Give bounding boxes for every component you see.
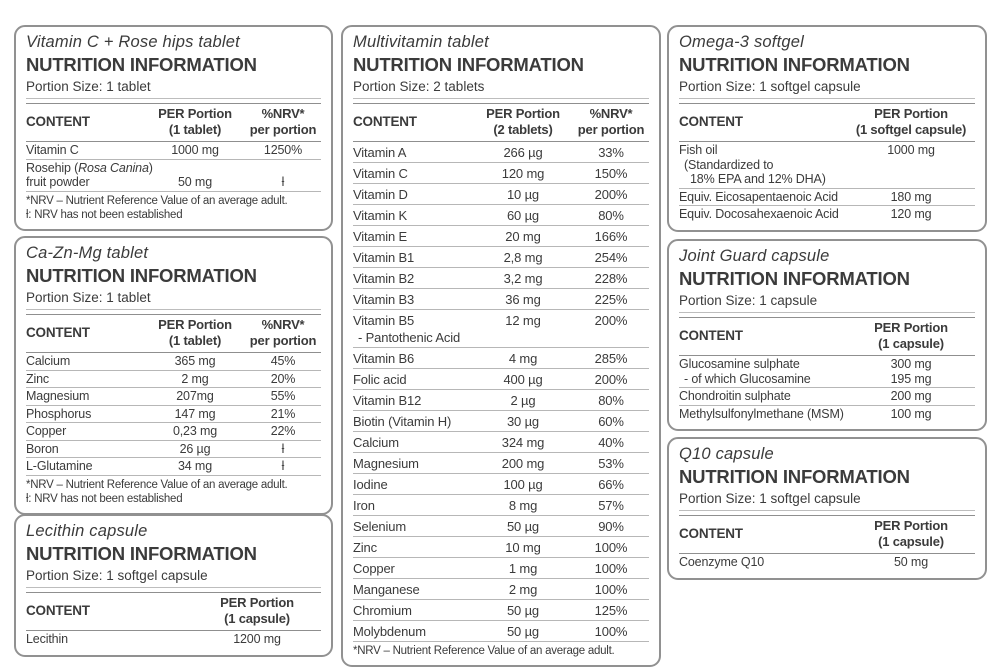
nutrition-heading: NUTRITION INFORMATION <box>679 466 910 487</box>
table-row: Copper 1 mg 100% <box>353 558 649 579</box>
table-row: Chromium 50 µg 125% <box>353 600 649 621</box>
panel-joint-guard <box>667 239 987 431</box>
table-row: Vitamin B1 2,8 mg 254% <box>353 247 649 268</box>
table-row: Equiv. Eicosapentaenoic Acid 180 mg <box>679 189 975 207</box>
col-per-portion-label: PER Portion (2 tablets) <box>486 106 560 137</box>
table-row: Biotin (Vitamin H) 30 µg 60% <box>353 411 649 432</box>
table-row: Vitamin C 120 mg 150% <box>353 163 649 184</box>
row-value: 1000 mg <box>171 143 219 157</box>
product-title: Multivitamin tablet <box>353 33 489 51</box>
col-per-portion-label: PER Portion (1 capsule) <box>874 320 948 351</box>
row-name-line2: - Pantothenic Acid <box>358 329 461 345</box>
col-content-label: CONTENT <box>679 114 743 129</box>
table-row: Vitamin B5 12 mg 200% - Pantothenic Acid <box>353 310 649 348</box>
table-row <box>26 142 321 160</box>
row-value: 50 mg <box>178 175 212 189</box>
col-nrv-label: %NRV* per portion <box>249 317 317 348</box>
panel-omega-3 <box>667 25 987 232</box>
column-header-row <box>26 593 321 631</box>
row-name-line2: fruit powder <box>26 175 90 189</box>
table-row: Coenzyme Q10 50 mg <box>679 555 928 569</box>
table-row: Vitamin D 10 µg 200% <box>353 184 649 205</box>
panel-ca-zn-mg <box>14 236 333 515</box>
table-row: Vitamin E 20 mg 166% <box>353 226 649 247</box>
table-row: Vitamin B3 36 mg 225% <box>353 289 649 310</box>
table-row: Manganese 2 mg 100% <box>353 579 649 600</box>
row-name-line2: - of which Glucosamine <box>684 371 811 386</box>
col-content-label: CONTENT <box>679 526 743 541</box>
table-row: Copper 0,23 mg 22% <box>26 423 321 441</box>
col-nrv-label: %NRV* per portion <box>249 106 317 137</box>
panel-q10 <box>667 437 987 580</box>
portion-size: Portion Size: 1 softgel capsule <box>679 491 861 506</box>
column-header-row <box>679 104 975 142</box>
col-per-portion-label: PER Portion (1 capsule) <box>874 518 948 549</box>
panel-multivitamin <box>341 25 661 667</box>
footnote-nrv: *NRV – Nutrient Reference Value of an average adult. <box>26 478 288 491</box>
column-header-row <box>353 104 649 142</box>
portion-size: Portion Size: 1 tablet <box>26 290 151 305</box>
portion-size: Portion Size: 1 softgel capsule <box>679 79 861 94</box>
footnote-dagger: ƚ: NRV has not been established <box>26 492 183 505</box>
product-title: Joint Guard capsule <box>679 247 830 265</box>
table-row: Selenium 50 µg 90% <box>353 516 649 537</box>
table-row: Calcium 365 mg 45% <box>26 353 321 371</box>
table-row: Magnesium 207mg 55% <box>26 388 321 406</box>
footnote-nrv: *NRV – Nutrient Reference Value of an average adult. <box>26 194 288 207</box>
nutrition-heading: NUTRITION INFORMATION <box>26 54 257 75</box>
col-per-portion-label: PER Portion (1 capsule) <box>220 595 294 626</box>
col-per-portion-label: PER Portion (1 tablet) <box>158 106 232 137</box>
row-nrv: ƚ <box>281 175 285 189</box>
nutrition-heading: NUTRITION INFORMATION <box>26 265 257 286</box>
col-content-label: CONTENT <box>679 328 743 343</box>
table-row: Equiv. Docosahexaenoic Acid 120 mg <box>679 207 932 221</box>
table-row: L-Glutamine 34 mg ƚ <box>26 458 321 476</box>
col-content-label: CONTENT <box>26 603 90 618</box>
portion-size: Portion Size: 1 softgel capsule <box>26 568 208 583</box>
table-row: Zinc 10 mg 100% <box>353 537 649 558</box>
table-row: Chondroitin sulphate 200 mg <box>679 388 975 406</box>
footnote-dagger: ƚ: NRV has not been established <box>26 208 183 221</box>
table-row <box>26 160 321 192</box>
table-row: Calcium 324 mg 40% <box>353 432 649 453</box>
nutrition-heading: NUTRITION INFORMATION <box>679 268 910 289</box>
panel-vitamin-c-rose-hips <box>14 25 333 231</box>
column-header-row <box>679 516 975 554</box>
col-content-label: CONTENT <box>26 114 90 129</box>
table-row: Folic acid 400 µg 200% <box>353 369 649 390</box>
column-header-row <box>26 315 321 353</box>
table-row: Methylsulfonylmethane (MSM) 100 mg <box>679 406 932 421</box>
col-per-portion-label: PER Portion (1 softgel capsule) <box>855 106 967 137</box>
column-header-row <box>679 318 975 356</box>
row-name: Vitamin C <box>26 143 79 157</box>
col-nrv-label: %NRV* per portion <box>577 106 645 137</box>
row-name-line2: (Standardized to <box>684 157 774 172</box>
col-per-portion-label: PER Portion (1 tablet) <box>158 317 232 348</box>
nutrition-heading: NUTRITION INFORMATION <box>353 54 584 75</box>
product-title: Ca-Zn-Mg tablet <box>26 244 149 262</box>
table-row: Vitamin B12 2 µg 80% <box>353 390 649 411</box>
nutrition-heading: NUTRITION INFORMATION <box>26 543 257 564</box>
panel-lecithin <box>14 514 333 657</box>
table-row: Vitamin B6 4 mg 285% <box>353 348 649 369</box>
table-row: Vitamin K 60 µg 80% <box>353 205 649 226</box>
product-title: Q10 capsule <box>679 445 774 463</box>
row-name-line3: 18% EPA and 12% DHA) <box>690 172 826 186</box>
table-row: Lecithin 1200 mg <box>26 632 281 646</box>
portion-size: Portion Size: 2 tablets <box>353 79 485 94</box>
table-row: Zinc 2 mg 20% <box>26 371 321 389</box>
row-nrv: 1250% <box>263 143 303 157</box>
footnote-nrv: *NRV – Nutrient Reference Value of an average adult. <box>353 645 615 657</box>
table-row: Magnesium 200 mg 53% <box>353 453 649 474</box>
table-row: Vitamin A 266 µg 33% <box>353 142 649 163</box>
table-row: Molybdenum 50 µg 100% <box>353 621 649 642</box>
table-row: Iron 8 mg 57% <box>353 495 649 516</box>
nutrition-heading: NUTRITION INFORMATION <box>679 54 910 75</box>
product-title: Omega-3 softgel <box>679 33 804 51</box>
table-row: Phosphorus 147 mg 21% <box>26 406 321 424</box>
table-row: Vitamin B2 3,2 mg 228% <box>353 268 649 289</box>
product-title: Lecithin capsule <box>26 522 148 540</box>
portion-size: Portion Size: 1 capsule <box>679 293 818 308</box>
table-row: Iodine 100 µg 66% <box>353 474 649 495</box>
col-content-label: CONTENT <box>26 325 90 340</box>
col-content-label: CONTENT <box>353 114 417 129</box>
table-row: Fish oil 1000 mg (Standardized to 18% EPA and 12% DHA) <box>679 142 975 189</box>
portion-size: Portion Size: 1 tablet <box>26 79 151 94</box>
table-row: Boron 26 µg ƚ <box>26 441 321 459</box>
product-title: Vitamin C + Rose hips tablet <box>26 33 240 51</box>
table-row: Glucosamine sulphate 300 mg - of which Glucosamine 195 mg <box>679 356 975 388</box>
row-name: Rosehip (Rosa Canina) <box>26 160 153 175</box>
column-header-row <box>26 104 321 142</box>
